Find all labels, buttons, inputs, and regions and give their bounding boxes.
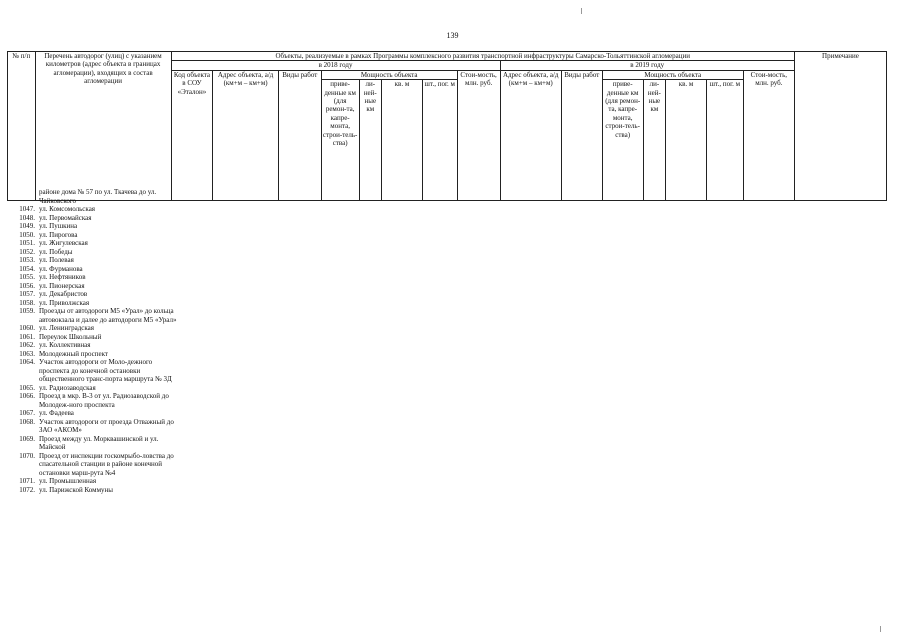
list-item <box>7 341 207 350</box>
list-item <box>7 307 207 324</box>
list-item <box>7 299 207 308</box>
list-item <box>7 324 207 333</box>
item-text: ул. Пушкина <box>39 222 78 230</box>
item-text: Переулок Школьный <box>39 332 102 341</box>
item-text: ул. Промышленная <box>39 477 97 485</box>
item-text: ул. Пионерская <box>39 281 85 290</box>
page-number: 139 <box>446 31 459 40</box>
list-item <box>7 350 207 359</box>
item-number: 1070. <box>19 451 35 460</box>
year-2018-header: в 2018 году <box>171 61 500 70</box>
list-item <box>7 358 207 384</box>
item-text: ул. Фадеева <box>39 409 74 417</box>
item-number: 1049. <box>19 222 35 230</box>
item-text: ул. Ленинградская <box>39 324 94 332</box>
cap-pcs-2018: шт., пог. м <box>422 80 457 201</box>
item-text: Проезд от инспекции госкомрыбо-ловства до спасательной станции в районе конечной остановки марш-рута №4 <box>39 451 174 477</box>
address-header-2019: Адрес объекта, а/д (км+м – км+м) <box>500 70 561 200</box>
work-type-header-2018: Виды работ <box>278 70 321 200</box>
list-item <box>7 248 207 257</box>
col-objects-header: Объекты, реализуемые в рамках Программы комплексного развития транспортной инфраструктуры Самарско-Тольяттинской агломерации <box>171 52 794 61</box>
item-number: 1053. <box>19 256 35 264</box>
list-item <box>7 265 207 274</box>
item-number: 1054. <box>19 264 35 273</box>
scan-mark <box>581 8 582 14</box>
address-header-2018: Адрес объекта, а/д (км+м – км+м) <box>213 70 278 200</box>
cost-header-2018: Стои-мость, млн. руб. <box>457 70 500 200</box>
item-text: ул. Фурманова <box>39 264 83 273</box>
item-text: ул. Декабристов <box>39 290 88 298</box>
list-item <box>7 231 207 240</box>
list-item <box>7 205 207 214</box>
item-text: Участок автодороги от Моло-дежного проспекта до конечной остановки общественного транс-порта маршрута № 3Д <box>39 358 172 383</box>
item-number: 1072. <box>19 485 35 494</box>
item-number: 1069. <box>19 434 35 443</box>
item-number: 1051. <box>19 239 35 247</box>
item-number: 1060. <box>19 324 35 332</box>
col-list-header: Перечень автодорог (улиц) с указанием километров (адрес объекта в границах агломерации), входящих в состав агломерации <box>35 52 171 201</box>
item-text: ул. Приволжская <box>39 298 90 307</box>
item-number: 1061. <box>19 332 35 341</box>
cap-pcs-2019: шт., пог. м <box>706 80 743 201</box>
list-item <box>7 333 207 342</box>
item-text: ул. Коллективная <box>39 341 91 349</box>
cap-reduced-2019: приве-денные км (для ремон-та, капре-монта, строи-тель-ства) <box>602 80 643 201</box>
cap-linear-2018: ли-ней-ные км <box>359 80 381 201</box>
item-number: 1058. <box>19 298 35 307</box>
item-text: Проезды от автодороги М5 «Урал» до кольца автовокзала и далее до автодороги М5 «Урал» <box>39 307 177 324</box>
item-text: ул. Победы <box>39 247 73 256</box>
capacity-header-2019: Мощность объекта <box>602 70 743 79</box>
list-item <box>7 435 207 452</box>
item-number: 1066. <box>19 392 35 400</box>
list-item <box>7 477 207 486</box>
year-2019-header: в 2019 году <box>500 61 794 70</box>
list-item <box>7 282 207 291</box>
list-item <box>7 214 207 223</box>
capacity-header-2018: Мощность объекта <box>321 70 457 79</box>
item-number: 1052. <box>19 247 35 256</box>
item-number: 1050. <box>19 230 35 239</box>
list-item <box>7 384 207 393</box>
list-item <box>7 239 207 248</box>
list-item <box>7 486 207 495</box>
cap-linear-2019: ли-ней-ные км <box>643 80 665 201</box>
list-item <box>7 290 207 299</box>
cost-header-2019: Стои-мость, млн. руб. <box>743 70 794 200</box>
road-list <box>7 188 207 494</box>
item-text: Проезд между ул. Морквашинской и ул. Майской <box>39 434 159 451</box>
item-text: ул. Радиозаводская <box>39 383 96 392</box>
cap-reduced-2018: приве-денные км (для ремон-та, капре-монта, строи-тель-ства) <box>321 80 359 201</box>
item-number: 1067. <box>19 409 35 417</box>
continuation-text: районе дома № 57 по ул. Ткачева до ул. Чайковского <box>39 188 157 205</box>
header-table <box>7 51 887 201</box>
list-item <box>7 273 207 282</box>
list-item <box>7 392 207 409</box>
item-text: ул. Нефтяников <box>39 273 86 281</box>
item-text: ул. Комсомольская <box>39 205 96 213</box>
item-text: ул. Полевая <box>39 256 74 264</box>
list-item <box>7 418 207 435</box>
work-type-header-2019: Виды работ <box>561 70 602 200</box>
item-number: 1047. <box>19 205 35 213</box>
code-header: Код объекта в СОУ «Эталон» <box>171 70 213 200</box>
item-number: 1059. <box>19 307 35 315</box>
list-item <box>7 409 207 418</box>
col-num-header: № п/п <box>8 52 36 201</box>
list-item <box>7 256 207 265</box>
item-text: Проезд в мкр. В-3 от ул. Радиозаводской до Молодеж-ного проспекта <box>39 392 169 409</box>
item-number: 1048. <box>19 213 35 222</box>
item-number: 1062. <box>19 341 35 349</box>
item-number: 1056. <box>19 281 35 290</box>
item-number: 1065. <box>19 383 35 392</box>
item-number: 1063. <box>19 349 35 358</box>
col-note-header: Примечание <box>794 52 886 201</box>
item-number: 1071. <box>19 477 35 485</box>
list-item <box>7 222 207 231</box>
item-text: ул. Парижской Коммуны <box>39 485 113 494</box>
item-text: ул. Пирогова <box>39 230 78 239</box>
cap-sqm-2019: кв. м <box>666 80 707 201</box>
item-text: ул. Жигулевская <box>39 239 88 247</box>
item-text: ул. Первомайская <box>39 213 92 222</box>
item-number: 1068. <box>19 417 35 426</box>
cap-sqm-2018: кв. м <box>382 80 423 201</box>
scan-mark <box>880 626 881 632</box>
list-item <box>7 452 207 478</box>
item-text: Молодежный проспект <box>39 349 108 358</box>
item-number: 1064. <box>19 358 35 366</box>
item-text: Участок автодороги от проезда Отважный до ЗАО «АКОМ» <box>39 417 174 434</box>
item-number: 1057. <box>19 290 35 298</box>
item-number: 1055. <box>19 273 35 281</box>
